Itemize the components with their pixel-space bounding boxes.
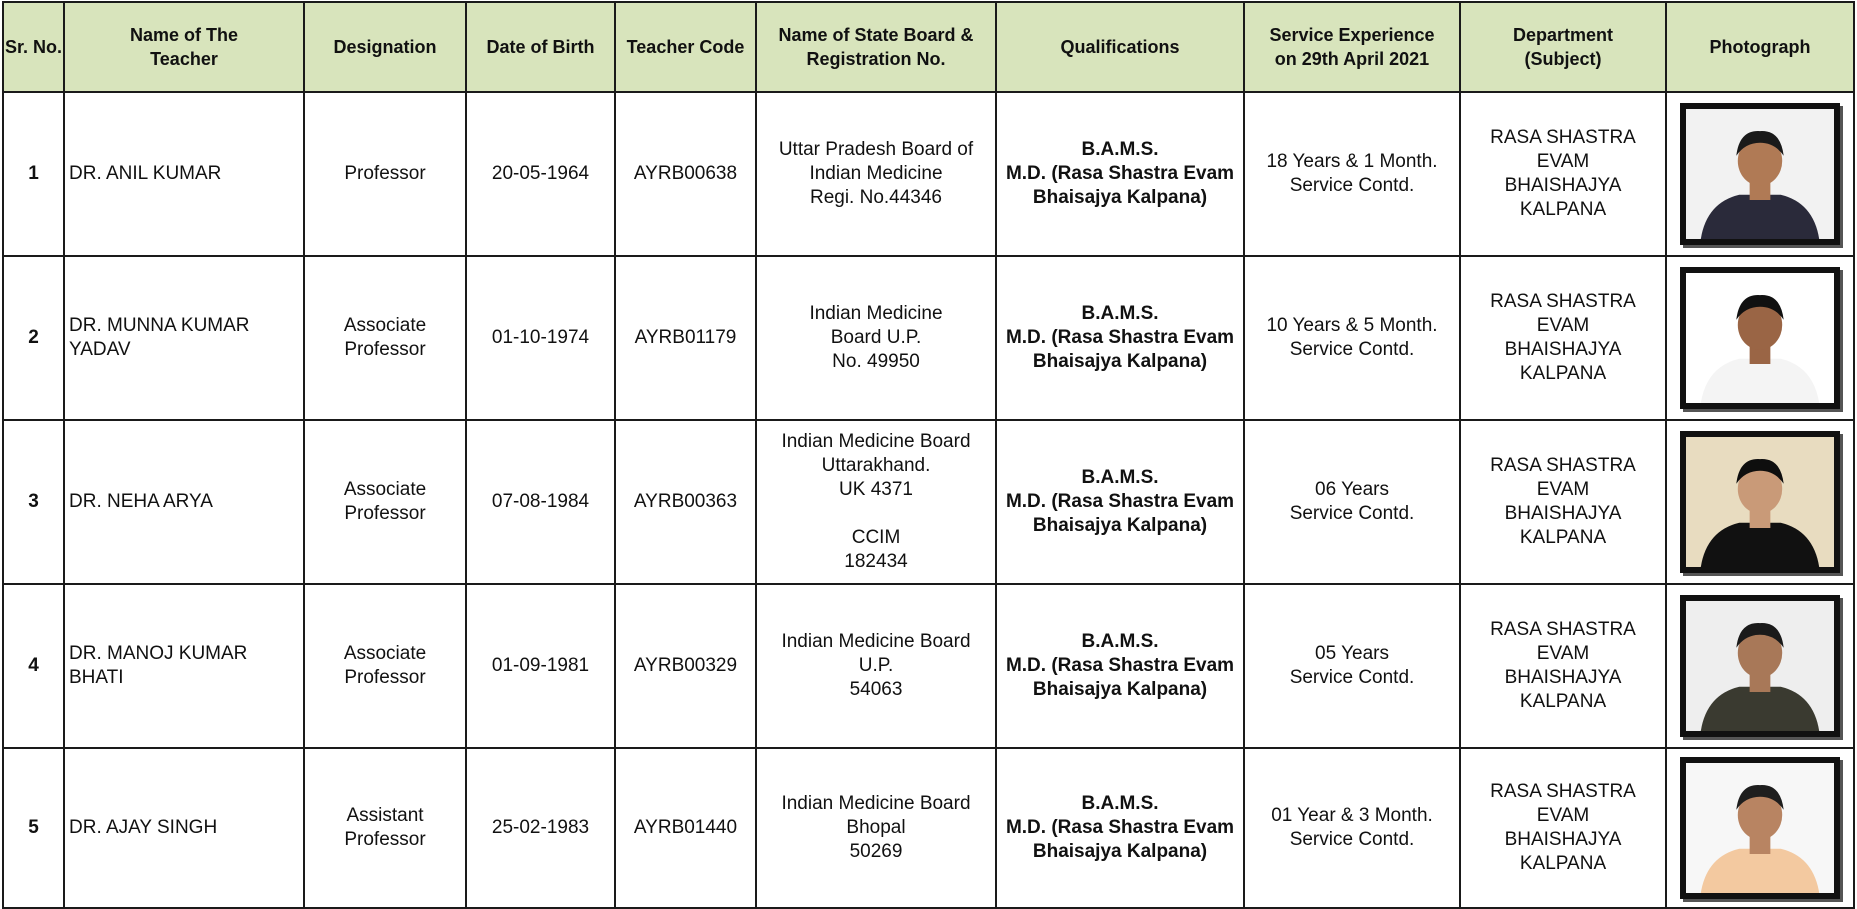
- teacher-name-cell: DR. MUNNA KUMAR YADAV: [64, 256, 304, 420]
- experience-line: Service Contd.: [1289, 339, 1415, 360]
- department-line: KALPANA: [1519, 691, 1607, 712]
- teacher-name-cell: DR. AJAY SINGH: [64, 748, 304, 908]
- experience-line: 05 Years: [1315, 643, 1389, 664]
- department-line: EVAM: [1536, 315, 1590, 336]
- teacher-photo: [1680, 757, 1840, 899]
- board-registration-cell: [756, 420, 996, 584]
- experience-cell: [1244, 92, 1460, 256]
- board-line: CCIM: [851, 527, 901, 548]
- qualifications-cell: [996, 420, 1244, 584]
- experience-line: Service Contd.: [1289, 175, 1415, 196]
- board-line: [761, 502, 991, 526]
- photograph-cell: [1666, 584, 1854, 748]
- department-line: EVAM: [1536, 805, 1590, 826]
- qualification-line: Bhaisajya Kalpana): [1032, 679, 1208, 700]
- header-experience-line: on 29th April 2021: [1274, 49, 1430, 69]
- board-line: Indian Medicine Board: [781, 631, 971, 652]
- board-line: No. 49950: [832, 351, 920, 372]
- board-line: Bhopal: [846, 817, 906, 838]
- department-line: EVAM: [1536, 479, 1590, 500]
- department-line: BHAISHAJYA: [1504, 175, 1622, 196]
- experience-cell: [1244, 420, 1460, 584]
- qualification-line: Bhaisajya Kalpana): [1032, 515, 1208, 536]
- experience-line: Service Contd.: [1289, 829, 1415, 850]
- qualification-line: B.A.M.S.: [1081, 303, 1159, 324]
- header-department-line: (Subject): [1524, 49, 1602, 69]
- board-line: Uttarakhand.: [821, 455, 931, 476]
- board-registration-cell: [756, 256, 996, 420]
- designation-line: Professor: [344, 339, 426, 360]
- department-line: KALPANA: [1519, 853, 1607, 874]
- table-row: [3, 256, 1854, 420]
- portrait-illustration: [1686, 437, 1834, 567]
- designation-cell: [304, 92, 466, 256]
- department-line: BHAISHAJYA: [1504, 503, 1622, 524]
- department-line: EVAM: [1536, 151, 1590, 172]
- department-line: EVAM: [1536, 643, 1590, 664]
- designation-line: Professor: [344, 667, 426, 688]
- qualification-line: Bhaisajya Kalpana): [1032, 351, 1208, 372]
- department-line: RASA SHASTRA: [1490, 781, 1636, 802]
- board-registration-cell: [756, 584, 996, 748]
- portrait-illustration: [1686, 601, 1834, 731]
- experience-line: Service Contd.: [1289, 667, 1415, 688]
- header-sr: Sr. No.: [3, 2, 64, 92]
- dob-cell: 07-08-1984: [466, 420, 615, 584]
- experience-line: Service Contd.: [1289, 503, 1415, 524]
- portrait-illustration: [1686, 273, 1834, 403]
- dob-cell: 25-02-1983: [466, 748, 615, 908]
- experience-line: 06 Years: [1315, 479, 1389, 500]
- table-row: [3, 748, 1854, 908]
- experience-cell: [1244, 748, 1460, 908]
- table-row: [3, 420, 1854, 584]
- department-line: KALPANA: [1519, 527, 1607, 548]
- dob-cell: 01-09-1981: [466, 584, 615, 748]
- header-name-line: Teacher: [150, 49, 218, 69]
- sr-no-cell: 4: [3, 584, 64, 748]
- designation-cell: [304, 256, 466, 420]
- header-board-line: Registration No.: [806, 49, 946, 69]
- experience-cell: [1244, 256, 1460, 420]
- qualification-line: M.D. (Rasa Shastra Evam: [1005, 327, 1235, 348]
- header-code: Teacher Code: [615, 2, 756, 92]
- qualification-line: M.D. (Rasa Shastra Evam: [1005, 655, 1235, 676]
- board-line: Indian Medicine Board: [781, 431, 971, 452]
- header-name-line: Name of The: [129, 25, 239, 45]
- department-line: RASA SHASTRA: [1490, 619, 1636, 640]
- qualification-line: B.A.M.S.: [1081, 139, 1159, 160]
- qualifications-cell: [996, 92, 1244, 256]
- dob-cell: 20-05-1964: [466, 92, 615, 256]
- teacher-table: [2, 1, 1855, 909]
- header-dob: Date of Birth: [466, 2, 615, 92]
- department-line: RASA SHASTRA: [1490, 291, 1636, 312]
- board-line: Indian Medicine: [809, 303, 943, 324]
- sr-no-cell: 3: [3, 420, 64, 584]
- header-row: [3, 2, 1854, 92]
- board-line: UK 4371: [839, 479, 913, 500]
- header-designation: Designation: [304, 2, 466, 92]
- board-line: 50269: [849, 841, 903, 862]
- portrait-illustration: [1686, 109, 1834, 239]
- dob-cell: 01-10-1974: [466, 256, 615, 420]
- header-department: [1460, 2, 1666, 92]
- header-experience-line: Service Experience: [1269, 25, 1435, 45]
- board-line: 182434: [844, 551, 908, 572]
- designation-cell: [304, 748, 466, 908]
- experience-line: 18 Years & 1 Month.: [1266, 151, 1438, 172]
- teacher-name-cell: DR. MANOJ KUMAR BHATI: [64, 584, 304, 748]
- portrait-illustration: [1686, 763, 1834, 893]
- designation-line: Professor: [344, 503, 426, 524]
- experience-cell: [1244, 584, 1460, 748]
- designation-cell: [304, 420, 466, 584]
- header-qualifications: Qualifications: [996, 2, 1244, 92]
- department-line: RASA SHASTRA: [1490, 455, 1636, 476]
- qualification-line: M.D. (Rasa Shastra Evam: [1005, 163, 1235, 184]
- qualifications-cell: [996, 584, 1244, 748]
- teacher-name-cell: DR. NEHA ARYA: [64, 420, 304, 584]
- department-line: KALPANA: [1519, 199, 1607, 220]
- qualification-line: B.A.M.S.: [1081, 467, 1159, 488]
- designation-cell: [304, 584, 466, 748]
- qualification-line: M.D. (Rasa Shastra Evam: [1005, 491, 1235, 512]
- qualification-line: B.A.M.S.: [1081, 793, 1159, 814]
- qualification-line: Bhaisajya Kalpana): [1032, 841, 1208, 862]
- header-department-line: Department: [1512, 25, 1614, 45]
- qualifications-cell: [996, 256, 1244, 420]
- department-cell: [1460, 256, 1666, 420]
- photograph-cell: [1666, 420, 1854, 584]
- header-board-line: Name of State Board &: [778, 25, 974, 45]
- photograph-cell: [1666, 748, 1854, 908]
- department-line: RASA SHASTRA: [1490, 127, 1636, 148]
- department-line: BHAISHAJYA: [1504, 829, 1622, 850]
- table-row: [3, 584, 1854, 748]
- board-line: Regi. No.44346: [809, 187, 943, 208]
- teacher-name-cell: DR. ANIL KUMAR: [64, 92, 304, 256]
- department-line: BHAISHAJYA: [1504, 667, 1622, 688]
- designation-line: Professor: [344, 163, 426, 184]
- department-cell: [1460, 584, 1666, 748]
- header-name: [64, 2, 304, 92]
- teacher-photo: [1680, 595, 1840, 737]
- designation-line: Associate: [343, 479, 427, 500]
- teacher-code-cell: AYRB01440: [615, 748, 756, 908]
- qualification-line: M.D. (Rasa Shastra Evam: [1005, 817, 1235, 838]
- board-registration-cell: [756, 748, 996, 908]
- qualification-line: B.A.M.S.: [1081, 631, 1159, 652]
- header-photograph: Photograph: [1666, 2, 1854, 92]
- header-experience: [1244, 2, 1460, 92]
- teacher-photo: [1680, 431, 1840, 573]
- teacher-photo: [1680, 103, 1840, 245]
- board-line: Indian Medicine Board: [781, 793, 971, 814]
- teacher-code-cell: AYRB00363: [615, 420, 756, 584]
- designation-line: Associate: [343, 315, 427, 336]
- department-line: BHAISHAJYA: [1504, 339, 1622, 360]
- sr-no-cell: 5: [3, 748, 64, 908]
- department-line: KALPANA: [1519, 363, 1607, 384]
- board-line: Indian Medicine: [809, 163, 943, 184]
- teacher-code-cell: AYRB00638: [615, 92, 756, 256]
- board-registration-cell: [756, 92, 996, 256]
- experience-line: 10 Years & 5 Month.: [1266, 315, 1438, 336]
- designation-line: Associate: [343, 643, 427, 664]
- experience-line: 01 Year & 3 Month.: [1271, 805, 1433, 826]
- designation-line: Assistant: [346, 805, 424, 826]
- board-line: U.P.: [858, 655, 894, 676]
- photograph-cell: [1666, 92, 1854, 256]
- board-line: 54063: [849, 679, 903, 700]
- department-cell: [1460, 748, 1666, 908]
- sr-no-cell: 2: [3, 256, 64, 420]
- table-row: [3, 92, 1854, 256]
- board-line: Uttar Pradesh Board of: [778, 139, 974, 160]
- board-line: Board U.P.: [830, 327, 922, 348]
- designation-line: Professor: [344, 829, 426, 850]
- department-cell: [1460, 420, 1666, 584]
- sr-no-cell: 1: [3, 92, 64, 256]
- teacher-code-cell: AYRB00329: [615, 584, 756, 748]
- header-board: [756, 2, 996, 92]
- qualifications-cell: [996, 748, 1244, 908]
- photograph-cell: [1666, 256, 1854, 420]
- teacher-photo: [1680, 267, 1840, 409]
- qualification-line: Bhaisajya Kalpana): [1032, 187, 1208, 208]
- teacher-code-cell: AYRB01179: [615, 256, 756, 420]
- department-cell: [1460, 92, 1666, 256]
